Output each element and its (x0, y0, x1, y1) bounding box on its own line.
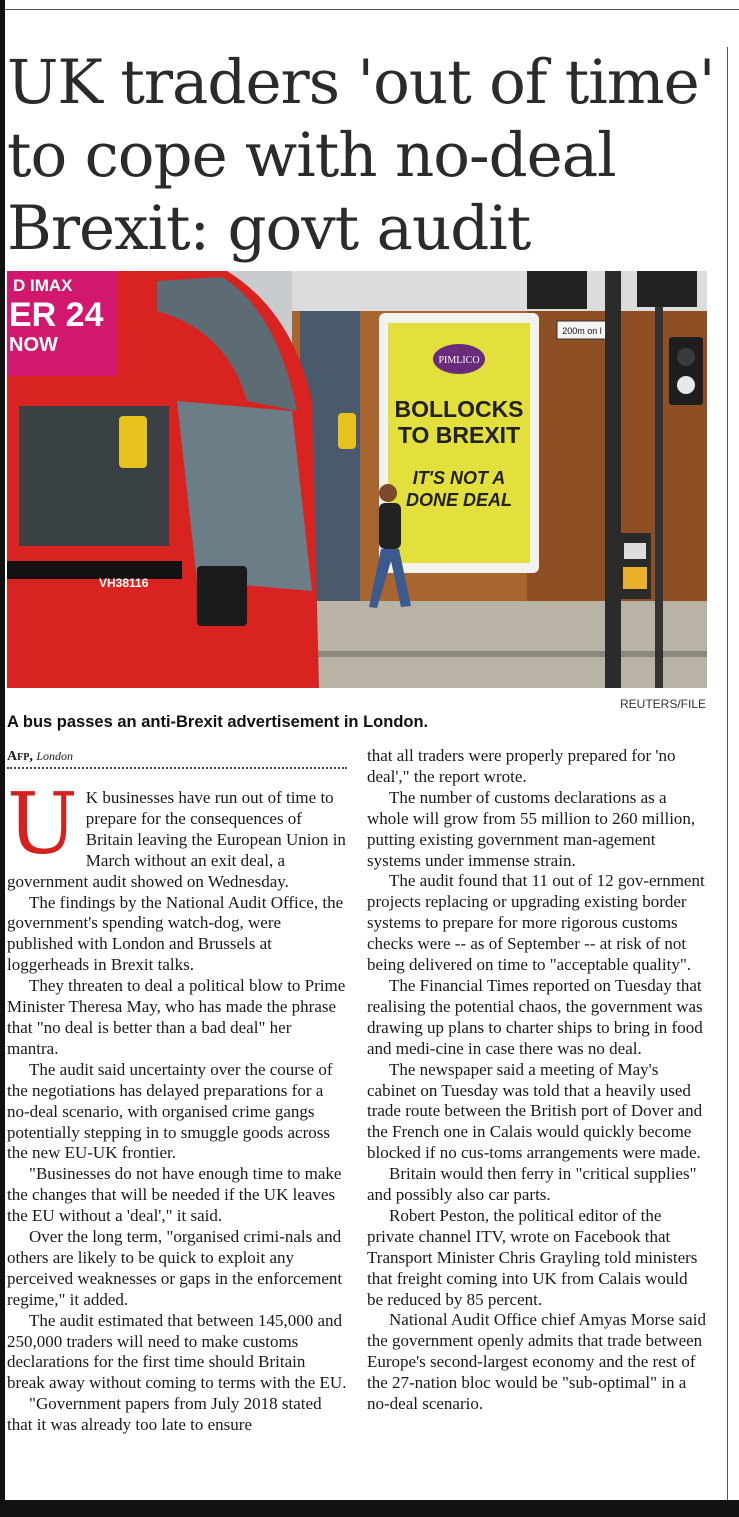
article-paragraph: They threaten to deal a political blow to Prime Minister Theresa May, who has made the phrase that "no deal is better than a bad deal" her mantra. (7, 976, 346, 1058)
article-paragraph: "Businesses do not have enough time to make the changes that will be needed if the UK leaves the EU without a 'deal'," it said. (7, 1164, 342, 1226)
bottom-border (0, 1500, 739, 1517)
article-paragraph: that all traders were properly prepared for 'no deal'," the report wrote. (367, 746, 676, 786)
article-paragraph: Over the long term, "organised crimi-nals and others are likely to be quick to exploit any perceived weaknesses or gaps in the enforcement regime," it added. (7, 1227, 343, 1309)
article-paragraph: Robert Peston, the political editor of the private channel ITV, wrote on Facebook that Transport Minister Chris Grayling told ministers that freight coming into UK from Calais would be reduced by 85 percent. (367, 1205, 698, 1309)
billboard-brand: PIMLICO (438, 355, 480, 366)
bus-ad-line-3: NOW (9, 334, 58, 356)
paragraph-text: K businesses have run out of time to prepare for the consequences of Britain leaving the European Union in March without an exit deal, a government audit showed on Wednesday. (7, 788, 346, 891)
article-paragraph: National Audit Office chief Amyas Morse said the government openly admits that trade between Europe's second-largest economy and the rest of the 27-nation bloc would be "sub-optimal" in a no-deal scenario. (367, 1310, 706, 1414)
byline-city: London (36, 749, 74, 763)
bus-ad-line-1: D IMAX (13, 276, 73, 295)
byline-divider (7, 767, 347, 769)
article-paragraph: The number of customs declarations as a whole will grow from 55 million to 260 million, putting existing government man-agement systems under immense strain. (367, 787, 696, 870)
billboard-line-2: TO BREXIT (397, 422, 521, 448)
article-column-left (7, 775, 347, 1436)
bus-plate: VH38116 (99, 576, 149, 590)
article-paragraph: The newspaper said a meeting of May's cabinet on Tuesday was told that a heavily used trade route between the British port of Dover and the French one in Calais would quickly become blocked if no cus-toms arrangements were made. (367, 1059, 703, 1163)
bus-ad-line-2: ER 24 (9, 296, 104, 334)
photo-credit: REUTERS/FILE (619, 697, 706, 711)
news-photo (7, 271, 707, 688)
top-rule (5, 9, 739, 10)
right-rule (727, 47, 728, 1500)
byline (7, 749, 73, 765)
article-paragraph: The audit estimated that between 145,000 and 250,000 traders will need to make customs declarations for the first time should Britain break away without coming to terms with the EU. (7, 1310, 347, 1393)
left-border (0, 0, 5, 1517)
article-paragraph: The Financial Times reported on Tuesday that realising the potential chaos, the government was drawing up plans to charter ships to bring in food and medi-cine in case there was no deal. (367, 975, 703, 1058)
article-paragraph: The audit said uncertainty over the course of the negotiations has delayed preparations for a no-deal scenario, with organised crime gangs potentially stepping in to smuggle goods across the new EU-UK frontier. (7, 1059, 333, 1163)
article-column-right (367, 746, 707, 1415)
article-paragraph: The findings by the National Audit Office, the government's spending watch-dog, were published with London and Brussels at loggerheads in Brexit talks. (7, 892, 344, 975)
street-sign: 200m on l (562, 326, 602, 336)
billboard-line-3: IT'S NOT A (412, 468, 506, 488)
billboard-line-4: DONE DEAL (405, 490, 513, 510)
headline: UK traders 'out of time' to cope with no-deal Brexit: govt audit (7, 47, 715, 264)
article-paragraph: The audit found that 11 out of 12 gov-ernment projects replacing or upgrading existing border systems to prepare for more rigorous customs checks were -- as of September -- at risk of not being delivered on time to "acceptable quality". (367, 871, 705, 975)
drop-cap: U (7, 775, 78, 873)
billboard-line-1: BOLLOCKS (394, 396, 524, 422)
article-paragraph (7, 775, 347, 893)
article-paragraph: Britain would then ferry in "critical supplies" and possibly also car parts. (367, 1164, 697, 1205)
article-paragraph: "Government papers from July 2018 stated that it was already too late to ensure (7, 1394, 322, 1435)
photo-caption: A bus passes an anti-Brexit advertisement in London. (7, 713, 429, 731)
byline-agency: Afp, (7, 749, 33, 764)
